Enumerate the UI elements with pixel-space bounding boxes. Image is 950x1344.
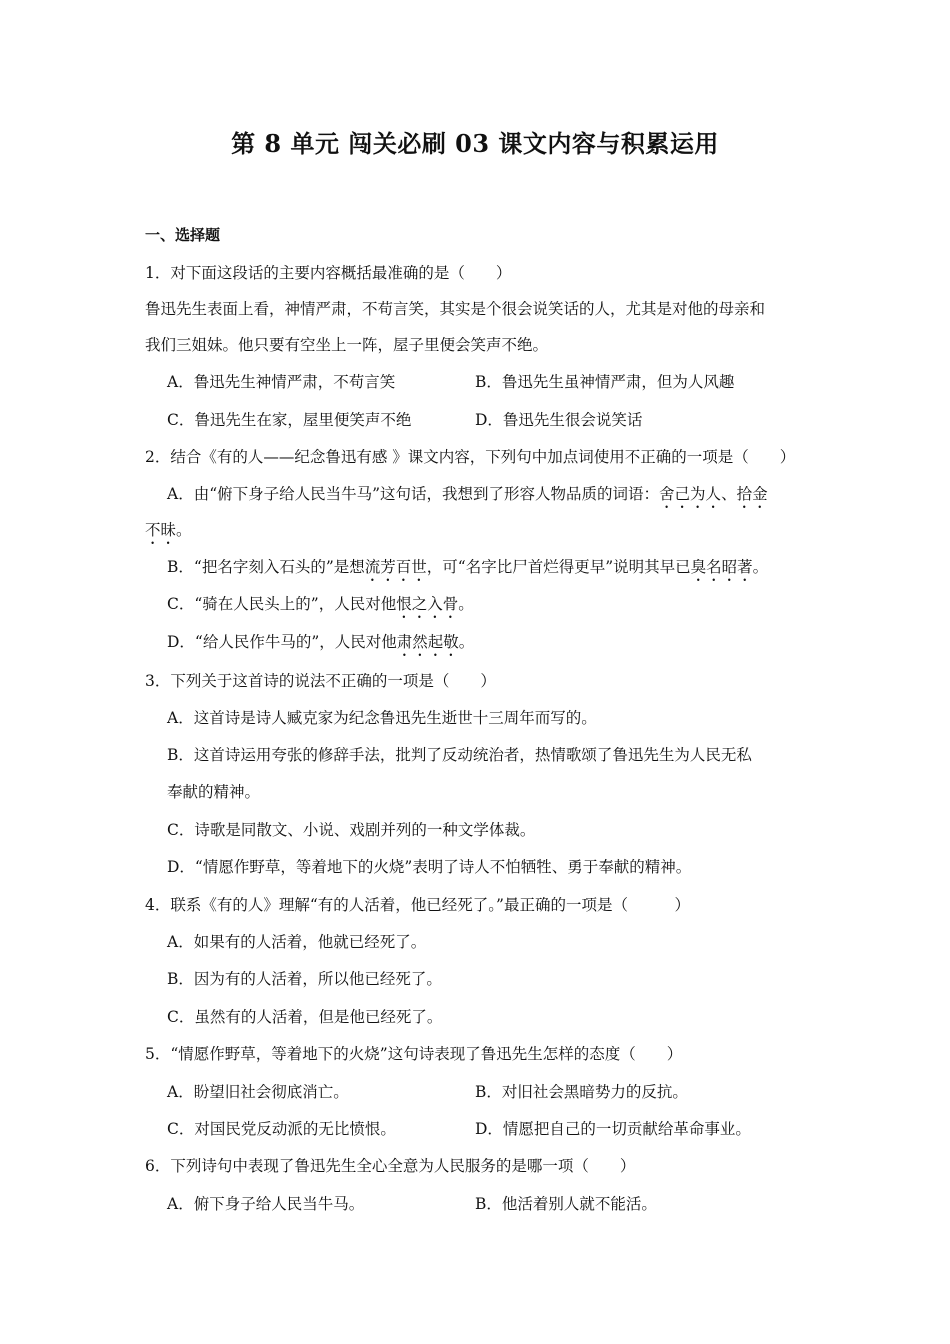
question-1-option-a[interactable]: A．鲁迅先生神情严肃，不苟言笑 [167,373,396,391]
option-d-end: 。 [458,633,475,651]
question-3-stem: 3．下列关于这首诗的说法不正确的一项是（ ） [145,672,496,690]
question-5-option-d[interactable]: D．情愿把自己的一切贡献给革命事业。 [475,1120,751,1138]
dotted-word: 拾金 [736,485,768,503]
question-2-option-a[interactable] [167,484,768,512]
option-b-end: 。 [752,558,769,576]
option-c-text: C．“骑在人民头上的”，人民对他 [167,595,397,613]
option-d-text: D．“给人民作牛马的”，人民对他 [167,633,397,651]
question-2-stem: 2．结合《有的人——纪念鲁迅有感 》课文内容，下列句中加点词使用不正确的一项是（ ） [145,448,796,466]
dotted-word: 流芳百世 [364,558,427,576]
option-c-end: 。 [458,595,474,613]
question-1-option-d[interactable]: D．鲁迅先生很会说笑话 [475,411,643,429]
question-2-option-d[interactable] [167,632,474,660]
question-4-stem: 4．联系《有的人》理解“有的人活着，他已经死了。”最正确的一项是（ ） [145,896,690,914]
question-2-option-b[interactable] [167,557,768,585]
question-5-option-c[interactable]: C．对国民党反动派的无比愤恨。 [167,1120,396,1138]
dotted-word: 恨之入骨 [396,595,459,613]
question-5-option-b[interactable]: B．对旧社会黑暗势力的反抗。 [475,1083,688,1101]
option-a-separator: 、 [721,485,737,503]
option-a-end: 。 [176,521,192,539]
question-3-option-c[interactable]: C．诗歌是同散文、小说、戏剧并列的一种文学体裁。 [167,821,536,839]
question-3-option-b-continued[interactable]: 奉献的精神。 [167,783,261,801]
question-6-stem: 6．下列诗句中表现了鲁迅先生全心全意为人民服务的是哪一项（ ） [145,1157,636,1175]
section-heading: 一、选择题 [145,226,221,244]
question-4-option-c[interactable]: C．虽然有的人活着，但是他已经死了。 [167,1008,443,1026]
page-title: 第 8 单元 闯关必刷 03 课文内容与积累运用 [231,129,719,158]
dotted-word: 肃然起敬 [396,633,459,651]
question-1-passage-line-2: 我们三姐妹。他只要有空坐上一阵，屋子里便会笑声不绝。 [145,336,549,354]
question-3-option-d[interactable]: D．“情愿作野草，等着地下的火烧”表明了诗人不怕牺牲、勇于奉献的精神。 [167,858,692,876]
question-3-option-a[interactable]: A．这首诗是诗人臧克家为纪念鲁迅先生逝世十三周年而写的。 [167,709,597,727]
question-6-option-a[interactable]: A．俯下身子给人民当牛马。 [167,1195,365,1213]
question-3-option-b[interactable]: B．这首诗运用夸张的修辞手法，批判了反动统治者，热情歌颂了鲁迅先生为人民无私 [167,746,752,764]
question-1-option-c[interactable]: C．鲁迅先生在家，屋里便笑声不绝 [167,411,412,429]
question-1-option-b[interactable]: B．鲁迅先生虽神情严肃，但为人风趣 [475,373,735,391]
question-5-option-a[interactable]: A．盼望旧社会彻底消亡。 [167,1083,349,1101]
question-1-stem: 1．对下面这段话的主要内容概括最准确的是（ ） [145,264,512,282]
dotted-word: 不昧 [145,521,177,539]
question-2-option-c[interactable] [167,594,474,622]
question-2-option-a-continued[interactable] [145,520,192,548]
option-b-text: B．“把名字刻入石头的”是想 [167,558,365,576]
question-4-option-a[interactable]: A．如果有的人活着，他就已经死了。 [167,933,427,951]
question-5-stem: 5．“情愿作野草，等着地下的火烧”这句诗表现了鲁迅先生怎样的态度（ ） [145,1045,683,1063]
question-6-option-b[interactable]: B．他活着别人就不能活。 [475,1195,657,1213]
dotted-word: 臭名昭著 [690,558,753,576]
question-4-option-b[interactable]: B．因为有的人活着，所以他已经死了。 [167,970,442,988]
option-b-middle: ，可“名字比尸首烂得更早”说明其早已 [426,558,691,576]
option-a-text: A．由“俯下身子给人民当牛马”这句话，我想到了形容人物品质的词语： [167,485,660,503]
dotted-word: 舍己为人 [659,485,722,503]
question-1-passage-line-1: 鲁迅先生表面上看，神情严肃，不苟言笑，其实是个很会说笑话的人，尤其是对他的母亲和 [145,300,766,318]
